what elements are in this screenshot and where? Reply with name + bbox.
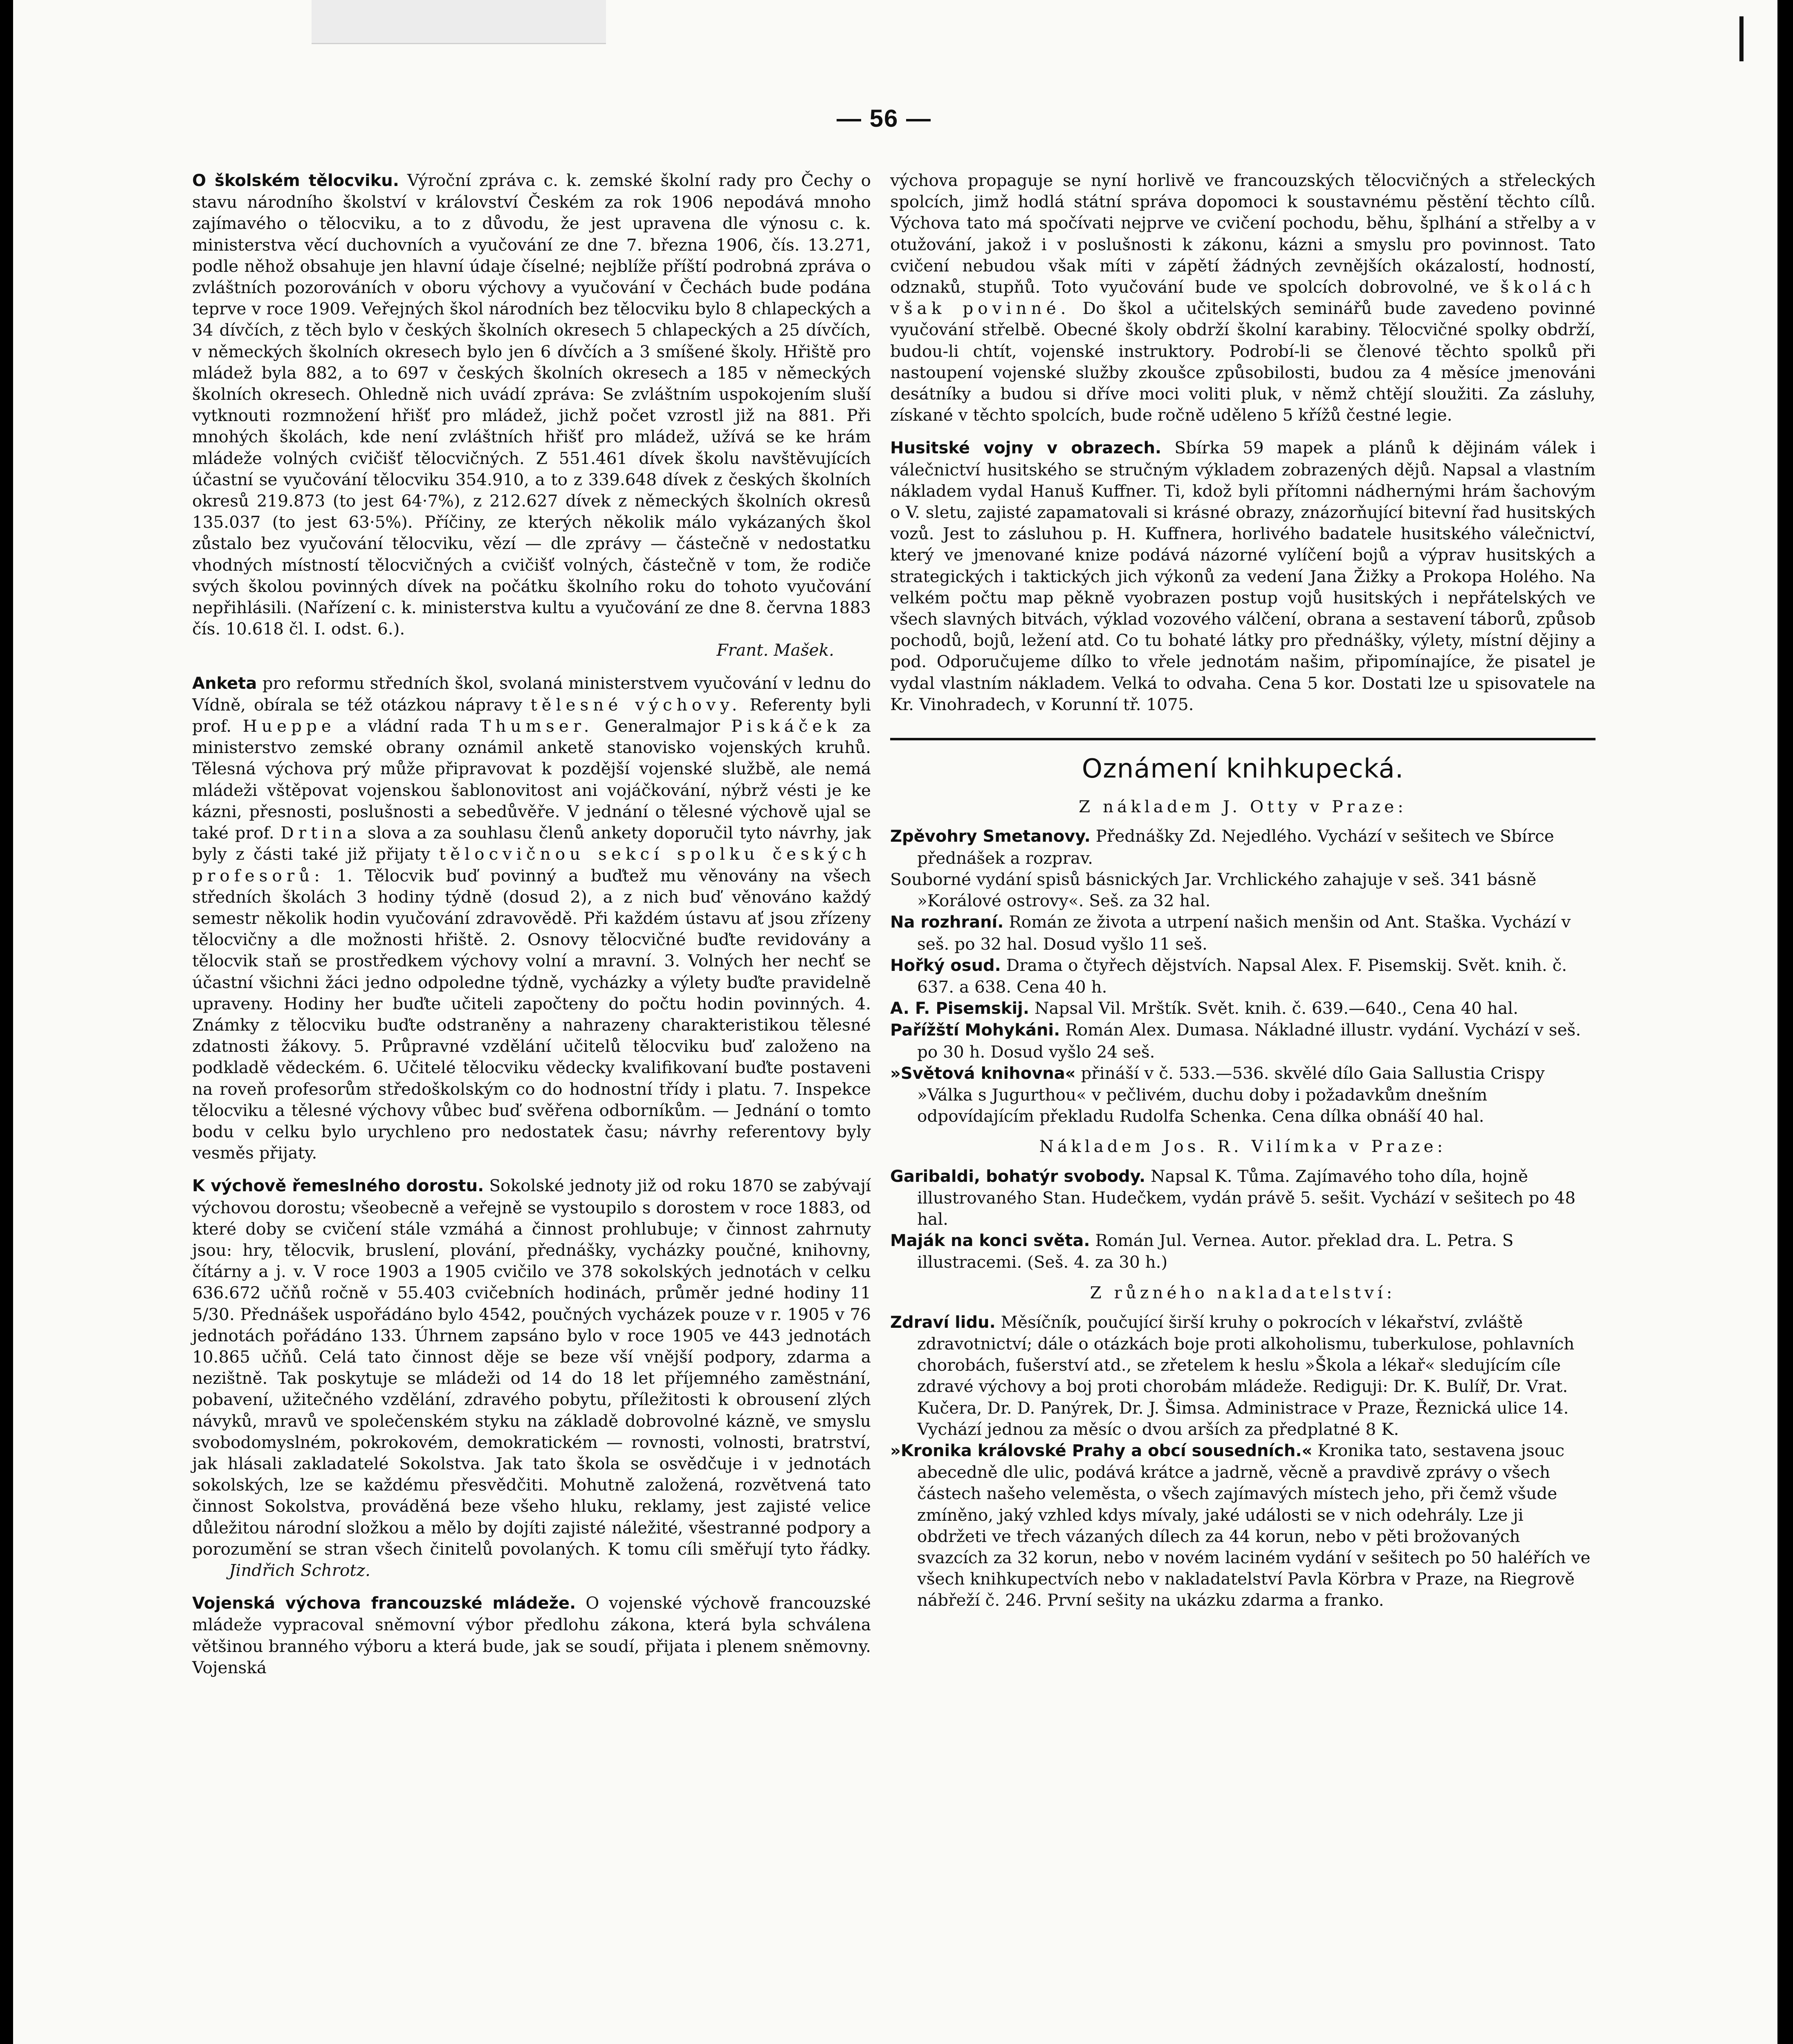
article-body: Do škol a učitelských seminářů bude zavedeno povinné vyučování střelbě. Obecné školy obdrží školní karabiny. Tělocvičné spolky obdrží, budou-li chtít, vojenské instruktory. Podrobí-li se členové těchto spolků při nastoupení vojenské služby zkoušce způsobilosti, budou za 4 měsíce jmenováni desátníky a budou si dříve moci voliti pluk, v němž chtějí sloužiti. Za zásluhy, získané v těchto spolcích, bude ročně uděleno 5 křížů čestné legie. (890, 298, 1596, 425)
book-description: Napsal Vil. Mrštík. Svět. knih. č. 639.—640., Cena 40 hal. (1034, 998, 1519, 1018)
article-school (192, 170, 871, 639)
article-body: Sbírka 59 mapek a plánů k dějinám válek i válečnictví husitského se stručným výkladem zobrazených dějů. Napsal a vlastním nákladem vydal Hanuš Kuffner. Ti, kdož byli přítomni nádhernými hrám šachovým o V. sletu, zajisté zapamatovali si krásné obrazy, znázorňující bitevní řad husitských vozů. Jest to zásluhou p. H. Kuffnera, horlivého badatele husitského válečnictví, který ve jmenované knize podává názorné vylíčení bojů a výprav husitských a strategických i taktických jich výkonů za vedení Jana Žižky a Prokopa Holého. Na velkém počtu map pěkně vyobrazen postup vojů husitských i nepřátelských ve všech slavných bitvách, výklad vozového válčení, obrana a sestavení táborů, způsob pochodů, bojů, ležení atd. Co tu bohaté látky pro přednášky, výlety, místní dějiny a pod. Odporučujeme dílko to vřele jednotám našim, připomínajíce, že pisatel je vydal vlastním nákladem. Velká to odvaha. Cena 5 kor. Dostati lze u spisovatele na Kr. Vinohradech, v Korunní tř. 1075. (890, 438, 1596, 714)
article-body: Referenty byli prof. (192, 695, 871, 736)
person-name: Hueppe (242, 716, 336, 736)
article-title: O školském tělocviku. (192, 171, 399, 190)
article-hussite (890, 437, 1596, 715)
article-body: výchova propaguje se nyní horlivě ve francouzských tělocvičných a střeleckých spolcích, jimž hodlá státní správa dopomoci k soustavnému pěstění těchto cílů. Výchova tato má spočívati nejprve ve cvičení pochodu, běhu, šplhání a střelby a v otužování, jakož i v poslušnosti k zákonu, kázni a smyslu pro povinnost. Tato cvičení nebudou však míti v zápětí žádných zevnějších okázalostí, hodností, odznaků, stupňů. Toto vyučování bude ve spolcích dobrovolné, ve (890, 170, 1596, 297)
book-description: Román Alex. Dumasa. Nákladné illustr. vydání. Vychází v seš. po 30 h. Dosud vyšlo 24 seš. (917, 1020, 1581, 1062)
article-body: a vládní rada (347, 716, 469, 736)
book-description: Napsal K. Tůma. Zajímavého toho díla, hojně illustrovaného Stan. Hudečkem, vydán právě 5. sešit. Vychází v sešitech po 48 hal. (917, 1166, 1576, 1229)
person-name: Thumser. (480, 716, 594, 736)
article-body: 1. Tělocvik buď povinný a buďtež mu věnovány na všech středních školách 3 hodiny týdně (dosud 2), a z nich buď věnováno každý semestr několik hodin vyučování zdravovědě. Při každém ústavu ať jsou zřízeny tělocvičny a dle možnosti hřiště. 2. Osnovy tělocvičné buďte revidovány a tělocvik staň se prostředkem výchovy volní a mravní. 3. Volných her nechť se účastní všichni žáci jedno odpoledne týdně, vycházky a výlety buďte pravidelně upraveny. Hodiny her buďte učiteli započteny do počtu hodin povinných. 4. Známky z tělocviku buďte odstraněny a nahrazeny charakteristikou tělesné zdatnosti žákovy. 5. Průpravné vzdělání učitelů tělocviku buď založeno na podkladě vědeckém. 6. Učitelé tělocviku vědecky kvalifikovaní buďte postaveni na roveň profesorům středoškolským co do hodnostní třídy i platu. 7. Inspekce tělocviku a tělesné výchovy vůbec buď svěřena odborníkům. — Jednání o tomto bodu v celku bylo urychleno pro nedostatek času; návrhy referentovy byly vesměs přijaty. (192, 865, 871, 1163)
article-anketa (192, 672, 871, 1164)
book-entry (890, 1019, 1596, 1062)
book-title: Zdraví lidu. (890, 1313, 996, 1332)
article-title: Husitské vojny v obrazech. (890, 439, 1162, 458)
book-title: »Světová knihovna« (890, 1064, 1076, 1083)
book-entry (890, 1165, 1596, 1230)
publisher-heading: Z nákladem J. Otty v Praze: (1079, 797, 1407, 817)
book-description: přináší v č. 533.—536. skvělé dílo Gaia Sallustia Crispy »Válka s Jugurthou« v pečlivém, duchu doby i požadavkům dnešním odpovídajícím překladu Rudolfa Schenka. Cena dílka obnáší 40 hal. (917, 1063, 1545, 1126)
article-body: slova a za souhlasu členů ankety doporučil tyto návrhy, jak byly z části také již přijaty (192, 823, 871, 864)
book-title: Zpěvohry Smetanovy. (890, 827, 1091, 846)
book-description: Měsíčník, poučující širší kruhy o pokrocích v lékařství, zvláště zdravotnictví; dále o otázkách boje proti alkoholismu, tuberkulose, pohlavních chorobách, fušerství atd., se zřetelem k heslu »Škola a lékař« sledujícím cíle zdravé výchovy a boj proti chorobám mládeže. Rediguji: Dr. K. Bulíř, Dr. Vrat. Kučera, Dr. D. Panýrek, Dr. J. Šimsa. Administrace v Praze, Řeznická ulice 14. Vychází jednou za měsíc o dvou arších za předplatné 8 K. (917, 1312, 1575, 1439)
book-title: Hořký osud. (890, 956, 1001, 975)
article-military-continued (890, 170, 1596, 426)
spaced-text: tělesné výchovy. (530, 695, 742, 715)
publisher-heading: Nákladem Jos. R. Vilímka v Praze: (1039, 1136, 1447, 1156)
article-body: za ministerstvo zemské obrany oznámil anketě stanovisko vojenských kruhů. Tělesná výchova prý může připravovat k pozdější vojenské službě, ale nemá mládeži vštěpovat vojenskou šablonovitost ani vojáčkování, nýbrž vésti je ke kázni, přesnosti, poslušnosti a sebedůvěře. V jednání o tělesné výchově ujal se také prof. (192, 716, 871, 843)
scanned-page (13, 0, 1777, 2044)
book-entry (890, 911, 1596, 954)
signature: Jindřich Schrotz. (229, 1560, 370, 1580)
person-name: Drtina (281, 823, 361, 843)
book-list (890, 1311, 1596, 1611)
book-description: Román ze života a utrpení našich menšin od Ant. Staška. Vychází v seš. po 32 hal. Dosud vyšlo 11 seš. (917, 912, 1571, 954)
book-entry (890, 869, 1596, 911)
scan-edge-mark (1739, 16, 1744, 61)
article-body: O vojenské výchově francouzské mládeže vypracoval sněmovní výbor předlohu zákona, která byla schválena většinou branného výboru a která bude, jak se soudí, přijata i plenem sněmovny. Vojenská (192, 1593, 871, 1677)
section-heading: Oznámení knihkupecká. (1082, 754, 1404, 784)
book-title: Na rozhraní. (890, 913, 1004, 932)
article-title: K výchově řemeslného dorostu. (192, 1177, 484, 1196)
page-number: — 56 — (836, 105, 932, 132)
article-body: Sokolské jednoty již od roku 1870 se zabývají výchovou dorostu; všeobecně a veřejně se vystoupilo s dorostem v roce 1883, od které doby se cvičení stále vzmáhá a činnost prohlubuje; v činnost zahrnuty jsou: hry, tělocvik, bruslení, plování, přednášky, vycházky poučné, knihovny, čítárny a j. v. V roce 1903 a 1905 cvičilo ve 378 sokolských jednotách v celku 636.672 učňů ročně v 55.403 cvičebních hodinách, průměr jedné hodiny 11 5/30. Přednášek uspořádáno bylo 4542, poučných vycházek pouze v r. 1905 v 76 jednotách pořádáno 133. Úhrnem zapsáno bylo v roce 1905 ve 443 jednotách 10.865 učňů. Celá tato činnost děje se beze vší vnější podpory, zdarma a nezištně. Tak poskytuje se mládeži od 14 do 18 let příjemného zaměstnání, pobavení, užitečného vzdělání, zdravého pobytu, příležitosti k obrousení zlých návyků, mravů ve společenském styku na základě dobrovolné kázně, ve smyslu svobodomyslném, pokrokovém, demokratickém — rovnosti, volnosti, bratrství, jak hlásali zakladatelé Sokolstva. Jak tato škola se osvědčuje i v jednotách sokolských, lze se každému přesvědčiti. Mohutně založená, rozvětvená tato činnost Sokolstva, prováděná beze všeho hluku, reklamy, jest zajisté velice důležitou národní složkou a mělo by dojíti zajisté náležité, všestranné podpory a porozumění se stran všech činitelů povolaných. K tomu cíli směřují tyto řádky. (192, 1176, 871, 1559)
book-entry (890, 1440, 1596, 1611)
spaced-text: tělocvičnou sekcí spolku českých profesorů: (192, 844, 871, 885)
article-body: Generalmajor (605, 716, 720, 736)
section-divider (890, 738, 1596, 740)
book-list (890, 1165, 1596, 1273)
book-entry (890, 955, 1596, 997)
right-column (890, 170, 1596, 1611)
scan-artifact (312, 0, 606, 44)
article-craft (192, 1175, 871, 1581)
book-title: »Kronika královské Prahy a obcí sousedních.« (890, 1441, 1313, 1460)
book-description: Kronika tato, sestavena jsouc abecedně dle ulic, podává krátce a jadrně, věcně a pravdivě zprávy o všech částech našeho veleměsta, o všech zajímavých místech jeho, při čemž všude zmíněno, jaký vzhled kdys mívaly, jaké události se v nich odehrály. Lze ji obdržeti ve třech vázaných dílech za 44 korun, nebo v pěti brožovaných svazcích za 32 korun, nebo v novém laciném vydání v sešitech po 50 haléřích ve všech knihkupectvích nebo v nakladatelství Pavla Körbra v Praze, na Riegrově nábřeží č. 246. První sešity na ukázku zdarma a franko. (917, 1440, 1591, 1610)
article-body: pro reformu středních škol, svolaná ministerstvem vyučování v lednu do Vídně, obírala se též otázkou nápravy (192, 673, 871, 715)
book-entry (890, 1311, 1596, 1440)
book-title: Maják na konci světa. (890, 1231, 1090, 1251)
article-body: Výroční zpráva c. k. zemské školní rady pro Čechy o stavu národního školství v království Českém za rok 1906 nepodává mnoho zajímavého o tělocviku, a to z důvodu, že jest upravena dle výnosu c. k. ministerstva věcí duchovních a vyučování ze dne 7. března 1906, čís. 13.271, podle něhož obsahuje jen hlavní údaje číselné; nejblíže příští podrobná zpráva o zvláštních pozorováních v oboru výchovy a vyučování v Čechách bude podána teprve v roce 1909. Veřejných škol národních bez tělocviku bylo 8 chlapeckých a 34 dívčích, z těch bylo v českých školních okresech 5 chlapeckých a 25 dívčích, v německých školních okresech bylo jen 6 dívčích a 3 smíšené školy. Hřiště pro mládež byla 882, a to 697 v českých školních okresech a 185 v německých školních okresech. Ohledně nich uvádí zpráva: Se zvláštním uspokojením sluší vytknouti rozmnožení hřišť pro mládež, jichž počet vzrostl již na 881. Při mnohých školách, kde není zvláštních hřišť pro mládež, užívá se ke hrám mládeže volných cvičišť tělocvičných. Z 551.461 dívek školu navštěvujících účastní se vyučování tělocviku 354.910, a to z 339.648 dívek z českých školních okresů 219.873 (to jest 64·7%), z 212.627 dívek z německých školních okresů 135.037 (to jest 63·5%). Příčiny, ze kterých několik málo vykázaných škol zůstalo bez vyučování tělocviku, vězí — dle zprávy — částečně v nedostatku vhodných místností tělocvičných a cvičišť volných, částečně v tom, že rodiče svých školou povinných dívek na počátku školního roku do tohoto vyučování nepřihlásili. (Nařízení c. k. ministerstva kultu a vyučování ze dne 8. června 1883 čís. 10.618 čl. I. odst. 6.). (192, 170, 871, 639)
book-entry (890, 1062, 1596, 1127)
left-column (192, 170, 871, 1678)
book-entry (890, 1230, 1596, 1273)
book-title: Pařížští Mohykáni. (890, 1021, 1060, 1040)
person-name: Piskáček (731, 716, 842, 736)
book-description: Drama o čtyřech dějstvích. Napsal Alex. F. Pisemskij. Svět. knih. č. 637. a 638. Cena 40 h. (917, 955, 1567, 997)
book-description: Přednášky Zd. Nejedlého. Vychází v sešitech ve Sbírce přednášek a rozprav. (917, 826, 1554, 868)
book-entry (890, 997, 1596, 1019)
book-list (890, 825, 1596, 1127)
spaced-text: školách však povinné. (890, 277, 1596, 318)
article-title: Anketa (192, 674, 257, 693)
book-title: A. F. Pisemskij. (890, 999, 1030, 1018)
signature: Frant. Mašek. (716, 640, 834, 660)
book-title: Garibaldi, bohatýr svobody. (890, 1167, 1146, 1186)
article-title: Vojenská výchova francouzské mládeže. (192, 1594, 576, 1613)
book-entry (890, 825, 1596, 868)
article-military (192, 1592, 871, 1678)
publisher-heading: Z různého nakladatelství: (1090, 1282, 1396, 1302)
book-description: Román Jul. Vernea. Autor. překlad dra. L. Petra. S illustracemi. (Seš. 4. za 30 h.) (917, 1230, 1514, 1272)
book-description: Souborné vydání spisů básnických Jar. Vrchlického zahajuje v seš. 341 básně »Korálové ostrovy«. Seš. za 32 hal. (890, 869, 1537, 911)
